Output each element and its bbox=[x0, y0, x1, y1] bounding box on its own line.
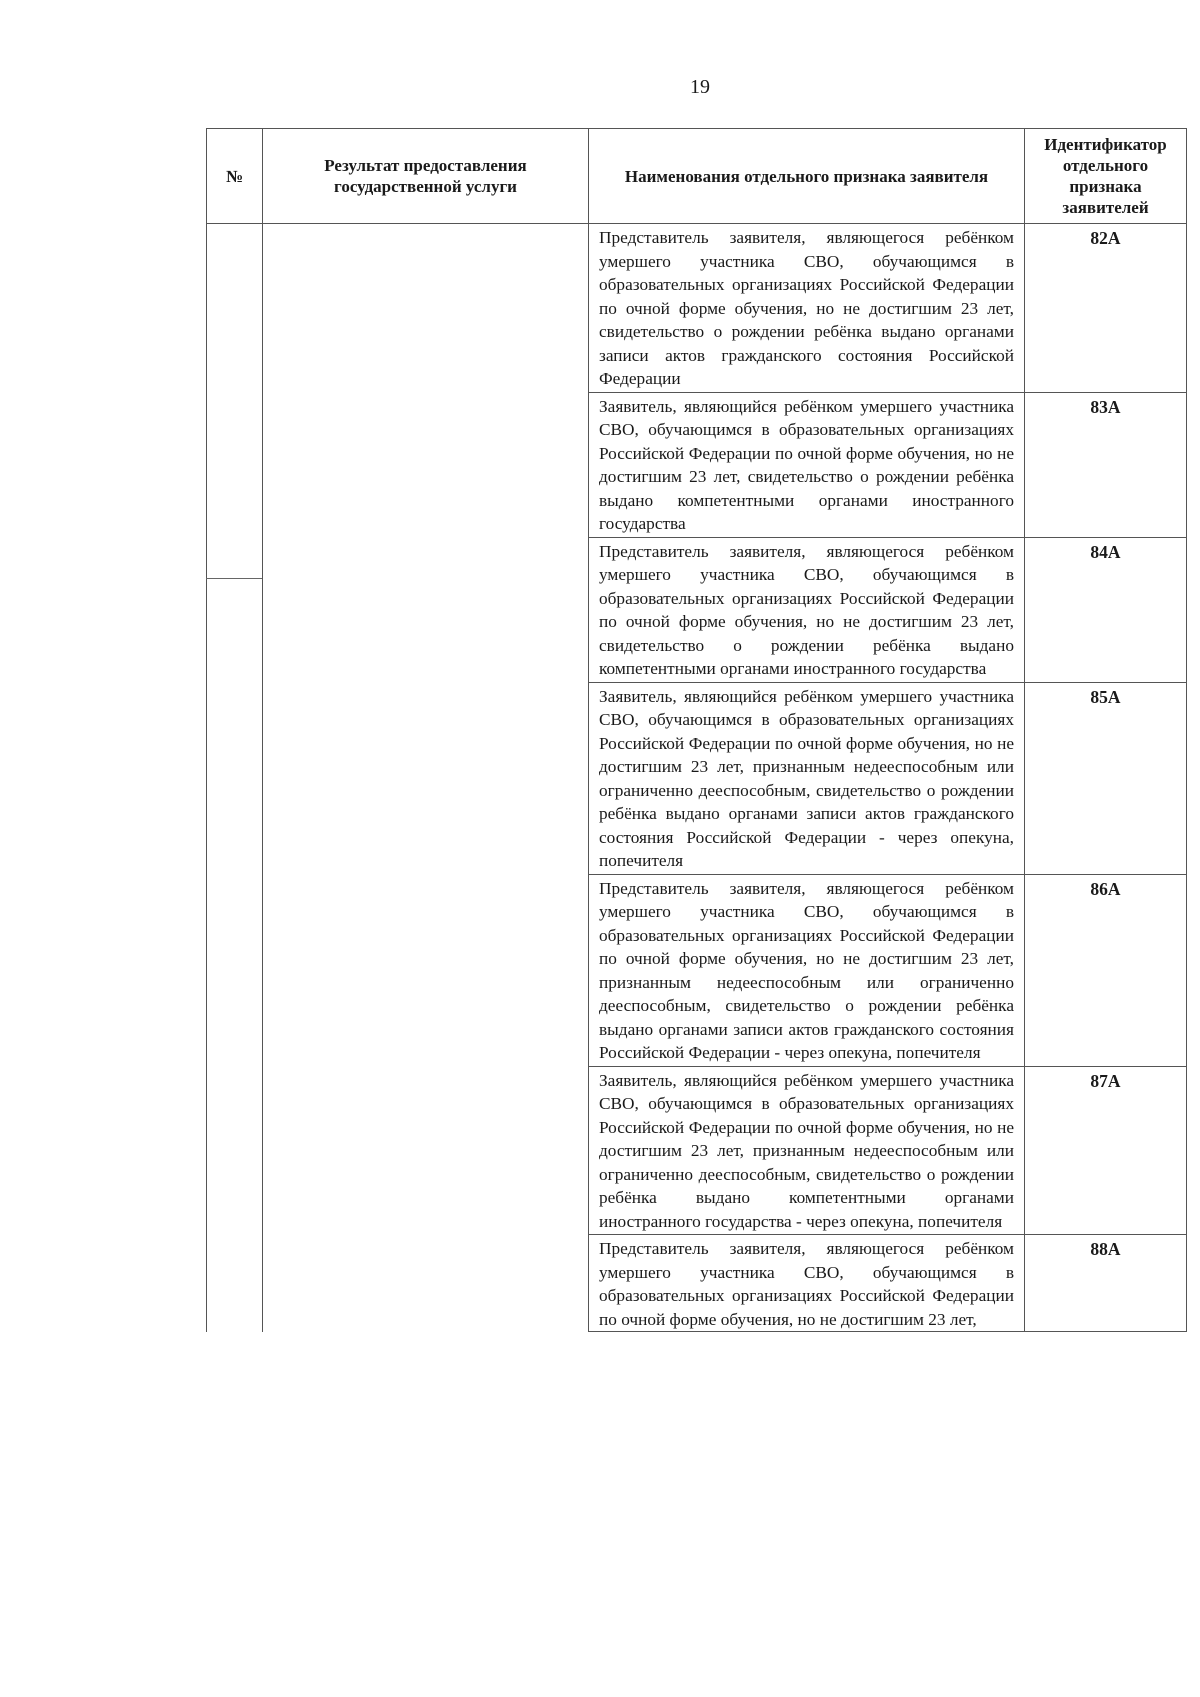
number-column-divider bbox=[206, 578, 262, 579]
feature-id-cell: 83А bbox=[1025, 392, 1187, 537]
feature-name-cell: Представитель заявителя, являющегося ребёнком умершего участника СВО, обучающимся в образовательных организациях Российской Федерации по очной форме обучения, но не достигшим 23 лет, признанным недееспособным или ограниченно дееспособным, свидетельство о рождении ребёнка выдано органами записи актов гражданского состояния Российской Федерации - через опекуна, попечителя bbox=[589, 874, 1025, 1066]
header-identifier: Идентификатор отдельного признака заявителей bbox=[1025, 129, 1187, 224]
result-cell bbox=[263, 224, 589, 1332]
feature-name-cell: Заявитель, являющийся ребёнком умершего участника СВО, обучающимся в образовательных организациях Российской Федерации по очной форме обучения, но не достигшим 23 лет, признанным недееспособным или ограниченно дееспособным, свидетельство о рождении ребёнка выдано компетентными органами иностранного государства - через опекуна, попечителя bbox=[589, 1066, 1025, 1235]
feature-id-cell: 85А bbox=[1025, 682, 1187, 874]
header-number: № bbox=[207, 129, 263, 224]
feature-name-cell: Заявитель, являющийся ребёнком умершего участника СВО, обучающимся в образовательных организациях Российской Федерации по очной форме обучения, но не достигшим 23 лет, признанным недееспособным или ограниченно дееспособным, свидетельство о рождении ребёнка выдано органами записи актов гражданского состояния Российской Федерации - через опекуна, попечителя bbox=[589, 682, 1025, 874]
feature-name-cell: Заявитель, являющийся ребёнком умершего участника СВО, обучающимся в образовательных организациях Российской Федерации по очной форме обучения, но не достигшим 23 лет, свидетельство о рождении ребёнка выдано компетентными органами иностранного государства bbox=[589, 392, 1025, 537]
feature-id-cell: 87А bbox=[1025, 1066, 1187, 1235]
feature-id-cell: 86А bbox=[1025, 874, 1187, 1066]
number-cell bbox=[207, 224, 263, 1332]
header-feature-name: Наименования отдельного признака заявителя bbox=[589, 129, 1025, 224]
table-header-row bbox=[207, 129, 1187, 224]
page-number: 19 bbox=[690, 76, 710, 98]
table-row bbox=[207, 224, 1187, 393]
feature-name-cell: Представитель заявителя, являющегося ребёнком умершего участника СВО, обучающимся в образовательных организациях Российской Федерации по очной форме обучения, но не достигшим 23 лет, свидетельство о рождении ребёнка выдано органами записи актов гражданского состояния Российской Федерации bbox=[589, 224, 1025, 393]
feature-name-cell: Представитель заявителя, являющегося ребёнком умершего участника СВО, обучающимся в образовательных организациях Российской Федерации по очной форме обучения, но не достигшим 23 лет, bbox=[589, 1235, 1025, 1332]
applicant-features-table bbox=[206, 128, 1187, 1332]
feature-id-cell: 88А bbox=[1025, 1235, 1187, 1332]
feature-id-cell: 82А bbox=[1025, 224, 1187, 393]
header-result: Результат предоставления государственной услуги bbox=[263, 129, 589, 224]
feature-name-cell: Представитель заявителя, являющегося ребёнком умершего участника СВО, обучающимся в образовательных организациях Российской Федерации по очной форме обучения, но не достигшим 23 лет, свидетельство о рождении ребёнка выдано компетентными органами иностранного государства bbox=[589, 537, 1025, 682]
feature-id-cell: 84А bbox=[1025, 537, 1187, 682]
